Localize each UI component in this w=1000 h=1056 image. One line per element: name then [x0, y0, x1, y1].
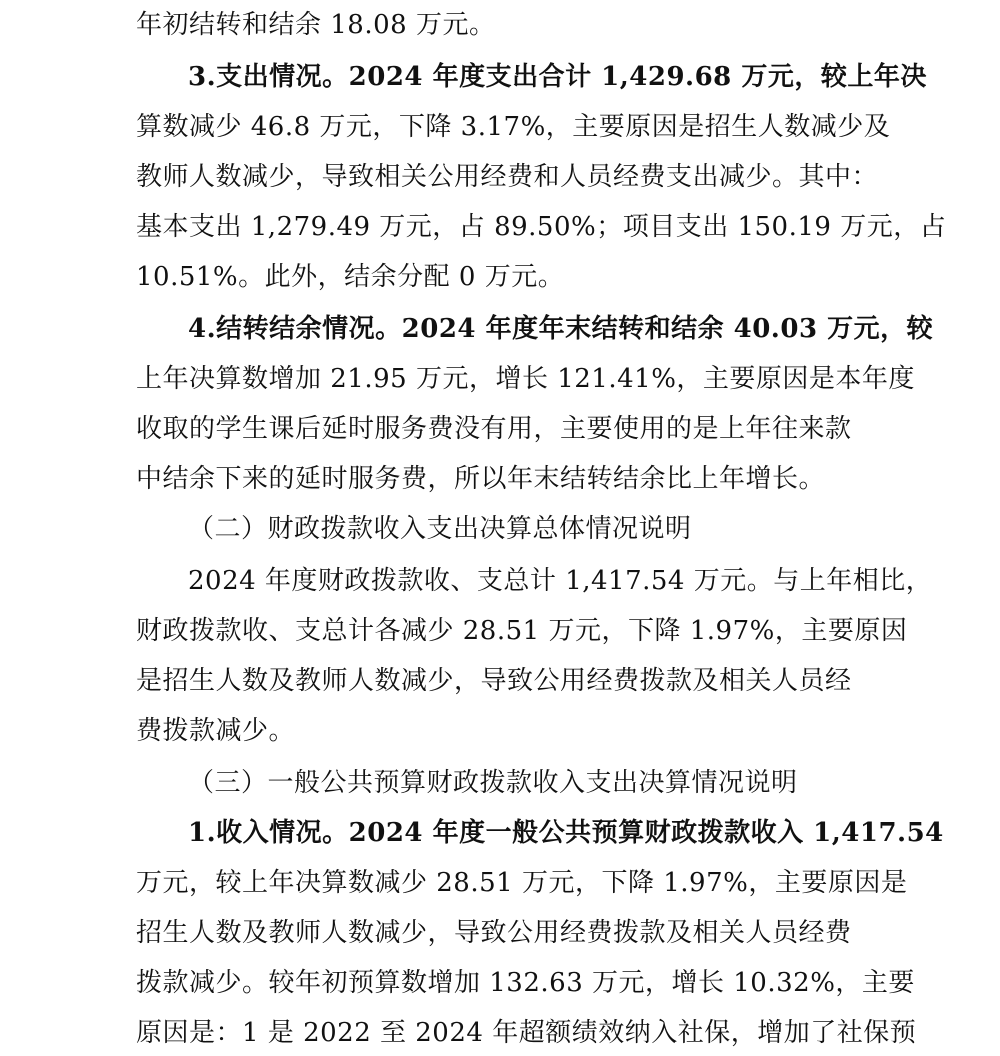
text-line-20: 万元，较上年决算数减少 28.51 万元，下降 1.97%，主要原因是: [136, 868, 908, 898]
subsection-heading-3: （三）一般公共预算财政拨款收入支出决算情况说明: [188, 768, 798, 798]
text-line-4: 教师人数减少，导致相关公用经费和人员经费支出减少。其中：: [136, 162, 879, 192]
text-line-5: 基本支出 1,279.49 万元，占 89.50%；项目支出 150.19 万元，占: [136, 212, 947, 242]
text-line-11: 中结余下来的延时服务费，所以年末结转结余比上年增长。: [136, 464, 826, 494]
text-line-21: 招生人数及教师人数减少，导致公用经费拨款及相关人员经费: [136, 918, 852, 948]
text-line-3: 算数减少 46.8 万元，下降 3.17%，主要原因是招生人数减少及: [136, 112, 891, 142]
text-line-16: 费拨款减少。: [136, 716, 296, 746]
text-line-1: 年初结转和结余 18.08 万元。: [136, 10, 496, 40]
heading-text: 支出情况。2024 年度支出合计 1,429.68 万元，较上年决: [216, 62, 927, 92]
text-line-15: 是招生人数及教师人数减少，导致公用经费拨款及相关人员经: [136, 666, 852, 696]
heading-text: 收入情况。2024 年度一般公共预算财政拨款收入 1,417.54: [216, 818, 944, 848]
text-line-13: 2024 年度财政拨款收、支总计 1,417.54 万元。与上年相比，: [188, 566, 933, 596]
subsection-heading-2: （二）财政拨款收入支出决算总体情况说明: [188, 514, 692, 544]
heading-number: 1.: [188, 818, 217, 848]
text-line-9: 上年决算数增加 21.95 万元，增长 121.41%，主要原因是本年度: [136, 364, 915, 394]
section-heading-carryover: [188, 312, 933, 346]
heading-number: 3.: [188, 62, 217, 92]
text-line-10: 收取的学生课后延时服务费没有用，主要使用的是上年往来款: [136, 414, 852, 444]
section-heading-expenditure: [188, 60, 927, 94]
text-line-6: 10.51%。此外，结余分配 0 万元。: [136, 262, 565, 292]
text-line-14: 财政拨款收、支总计各减少 28.51 万元，下降 1.97%，主要原因: [136, 616, 908, 646]
text-line-23: 原因是：1 是 2022 至 2024 年超额绩效纳入社保，增加了社保预: [136, 1018, 917, 1048]
heading-number: 4.: [188, 314, 217, 344]
heading-text: 结转结余情况。2024 年度年末结转和结余 40.03 万元，较: [216, 314, 934, 344]
section-heading-income: [188, 816, 944, 850]
text-line-22: 拨款减少。较年初预算数增加 132.63 万元，增长 10.32%，主要: [136, 968, 915, 998]
